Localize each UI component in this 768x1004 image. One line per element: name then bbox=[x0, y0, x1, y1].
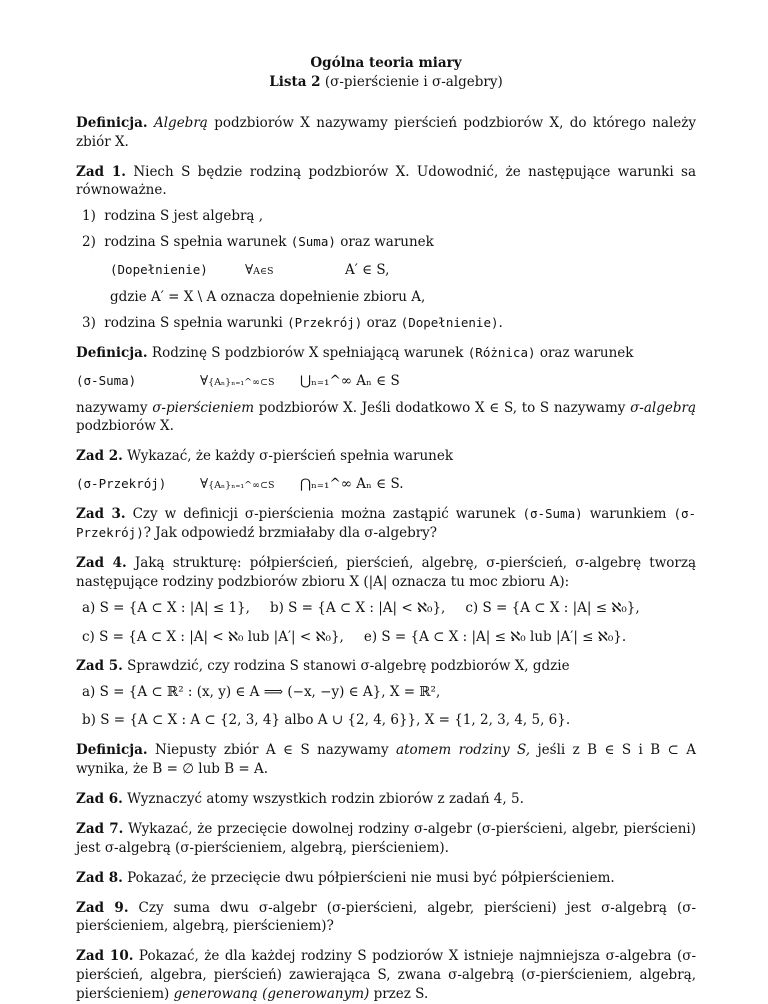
list-item: 3) rodzina S spełnia warunki (Przekrój) oraz (Dopełnienie). bbox=[82, 314, 503, 331]
condition-complement: (Dopełnienie) ∀A∈S A′ ∈ S, bbox=[110, 262, 390, 279]
list-topic: (σ-pierścienie i σ-algebry) bbox=[324, 73, 503, 90]
header bbox=[76, 54, 696, 92]
document-subtitle bbox=[76, 73, 696, 92]
list-item: a) S = {A ⊂ ℝ² : (x, y) ∈ A ⟹ (−x, −y) ∈ A}, X = ℝ², bbox=[82, 684, 441, 701]
complement-note: gdzie A′ = X \ A oznacza dopełnienie zbioru A, bbox=[110, 289, 426, 306]
exercise-4-items-row-1 bbox=[82, 599, 696, 618]
definition-algebra: Definicja. Algebrą podzbiorów X nazywamy pierścień podzbiorów X, do którego należy zbiór X. bbox=[76, 114, 697, 150]
exercise-8: Zad 8. Pokazać, że przecięcie dwu półpierścieni nie musi być półpierścieniem. bbox=[76, 869, 615, 886]
definition-atom: Definicja. Niepusty zbiór A ∈ S nazywamy atomem rodziny S, jeśli z B ∈ S i B ⊂ A wynika, że B = ∅ lub B = A. bbox=[76, 742, 696, 778]
exercise-10: Zad 10. Pokazać, że dla każdej rodziny S podziorów X istnieje najmniejsza σ-algebra (σ-pierścień, algebra, pierścień) zawierająca S, zwana σ-algebrą (σ-pierścieniem, algebrą, pierścieniem) generowaną (generowanym) przez S. bbox=[76, 948, 697, 1003]
list-item: a) S = {A ⊂ X : |A| ≤ 1}, bbox=[82, 599, 250, 616]
list-item: 2) rodzina S spełnia warunek (Suma) oraz warunek bbox=[82, 234, 434, 251]
document-title: Ogólna teoria miary bbox=[310, 55, 462, 71]
condition-sigma-sum: (σ-Suma) ∀{Aₙ}ₙ₌₁^∞⊂S ⋃ₙ₌₁^∞ Aₙ ∈ S bbox=[76, 372, 400, 389]
exercise-6: Zad 6. Wyznaczyć atomy wszystkich rodzin zbiorów z zadań 4, 5. bbox=[76, 790, 524, 807]
list-item: c) S = {A ⊂ X : |A| ≤ ℵ₀}, bbox=[465, 599, 640, 616]
document-page bbox=[76, 54, 696, 1004]
list-item: b) S = {A ⊂ X : |A| < ℵ₀}, bbox=[269, 599, 446, 616]
exercise-2: Zad 2. Wykazać, że każdy σ-pierścień spełnia warunek (σ-Przekrój) ∀{Aₙ}ₙ₌₁^∞⊂S ⋂ₙ₌₁^∞ Aₙ ∈ S. bbox=[76, 447, 696, 494]
list-item: b) S = {A ⊂ X : A ⊂ {2, 3, 4} albo A ∪ {2, 4, 6}}, X = {1, 2, 3, 4, 5, 6}. bbox=[82, 712, 571, 729]
exercise-4: Zad 4. Jaką strukturę: półpierścień, pierścień, algebrę, σ-pierścień, σ-algebrę tworzą następujące rodziny podzbiorów zbioru X (|A| oznacza tu moc zbioru A): a) S = {A ⊂ X : |A| ≤ 1}, b) S = {A ⊂ X : |A| < ℵ₀}, c) S = {A ⊂ X : |A| ≤ ℵ₀}, c) S = {A ⊂ X : |A| < ℵ₀ lub |A′| < ℵ₀}, e) S = {A ⊂ X : |A| ≤ ℵ₀ lub |A′| ≤ ℵ₀}. bbox=[76, 554, 696, 645]
exercise-3: Zad 3. Czy w definicji σ-pierścienia można zastąpić warunek (σ-Suma) warunkiem (σ-Przekrój)? Jak odpowiedź brzmiałaby dla σ-algebry? bbox=[76, 506, 697, 542]
list-item: 1) rodzina S jest algebrą , bbox=[82, 208, 264, 225]
exercise-1: Zad 1. Niech S będzie rodziną podzbiorów X. Udowodnić, że następujące warunki sa równoważne. 1) rodzina S jest algebrą , 2) rodzina S spełnia warunek (Suma) oraz warunek (Dopełnienie) ∀A∈S A′ ∈ S, gdzie A′ = X \ A oznacza dopełnienie zbioru A, 3) rodzina S spełnia warunki (Przekrój) oraz (Dopełnienie). bbox=[76, 163, 696, 331]
exercise-9: Zad 9. Czy suma dwu σ-algebr (σ-pierścieni, algebr, pierścieni) jest σ-algebrą (σ-pierścieniem, algebrą, pierścieniem)? bbox=[76, 899, 697, 935]
definition-sigma-ring: Definicja. Rodzinę S podzbiorów X spełniającą warunek (Różnica) oraz warunek (σ-Suma) ∀{Aₙ}ₙ₌₁^∞⊂S ⋃ₙ₌₁^∞ Aₙ ∈ S nazywamy σ-pierścieniem podzbiorów X. Jeśli dodatkowo X ∈ S, to S nazywamy σ-algebrą podzbiorów X. bbox=[76, 344, 697, 435]
exercise-5: Zad 5. Sprawdzić, czy rodzina S stanowi σ-algebrę podzbiorów X, gdzie a) S = {A ⊂ ℝ² : (x, y) ∈ A ⟹ (−x, −y) ∈ A}, X = ℝ², b) S = {A ⊂ X : A ⊂ {2, 3, 4} albo A ∪ {2, 4, 6}}, X = {1, 2, 3, 4, 5, 6}. bbox=[76, 657, 696, 730]
list-number: Lista 2 bbox=[269, 73, 321, 90]
condition-sigma-intersection: (σ-Przekrój) ∀{Aₙ}ₙ₌₁^∞⊂S ⋂ₙ₌₁^∞ Aₙ ∈ S. bbox=[76, 476, 404, 493]
list-item: e) S = {A ⊂ X : |A| ≤ ℵ₀ lub |A′| ≤ ℵ₀}. bbox=[363, 628, 627, 645]
list-item: c) S = {A ⊂ X : |A| < ℵ₀ lub |A′| < ℵ₀}, bbox=[82, 628, 344, 645]
exercise-1-list bbox=[82, 207, 696, 332]
exercise-4-items-row-2 bbox=[82, 628, 696, 647]
exercise-7: Zad 7. Wykazać, że przecięcie dowolnej rodziny σ-algebr (σ-pierścieni, algebr, pierścieni) jest σ-algebrą (σ-pierścieniem, algebrą, pierścieniem). bbox=[76, 820, 697, 856]
